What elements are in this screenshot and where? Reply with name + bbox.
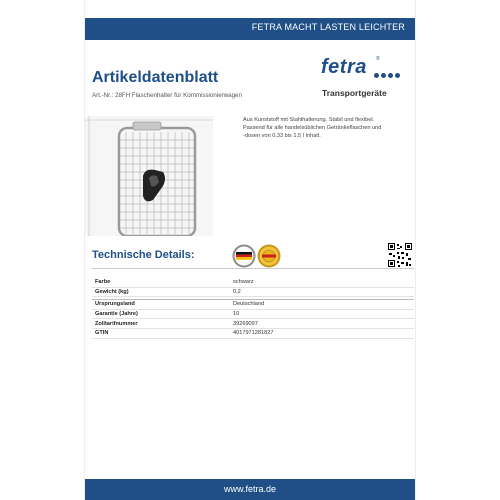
quality-seals (232, 243, 282, 269)
detail-value: 4017971281827 (230, 328, 414, 338)
fetra-logo: fetra (321, 56, 367, 78)
qr-code-icon (388, 243, 412, 267)
detail-value: 0,2 (230, 287, 414, 297)
table-row (92, 287, 414, 297)
table-row (92, 300, 414, 310)
datasheet-page (85, 0, 415, 500)
detail-value: 10 (230, 309, 414, 319)
article-subtitle: Art.-Nr.: 28FH Flaschenhalter für Kommissionierwagen (92, 92, 242, 99)
table-row (92, 278, 414, 287)
technical-details-heading: Technische Details: (92, 249, 195, 261)
detail-label: GTIN (92, 328, 230, 338)
product-description (243, 116, 408, 140)
footer-bar (85, 479, 415, 500)
logo-tagline: Transportgeräte (322, 88, 387, 98)
logo-dots-icon (374, 73, 400, 78)
detail-value: 39269097 (230, 319, 414, 329)
description-line: Aus Kunststoff mit Stahlhalterung. Stabil und flexibel. (243, 117, 375, 123)
guarantee-seal-icon (258, 245, 281, 268)
header-slogan: FETRA MACHT LASTEN LEICHTER (251, 22, 405, 32)
registered-mark: ® (376, 56, 380, 62)
page-title: Artikeldatenblatt (92, 69, 219, 86)
website-link[interactable]: www.fetra.de (223, 484, 277, 494)
section-divider (92, 268, 414, 269)
detail-label: Ursprungsland (92, 300, 230, 310)
table-row (92, 309, 414, 319)
made-in-germany-seal-icon (233, 245, 256, 268)
table-row (92, 328, 414, 338)
table-row (92, 319, 414, 329)
description-line: Passend für alle handelsüblichen Getränkeflaschen und (243, 125, 382, 131)
detail-label: Farbe (92, 278, 230, 287)
detail-label: Garantie (Jahre) (92, 309, 230, 319)
header-bar (85, 18, 415, 40)
description-line: -dosen von 0,33 bis 1,5 l Inhalt. (243, 133, 321, 139)
product-photo (85, 116, 213, 236)
detail-value: Deutschland (230, 300, 414, 310)
detail-label: Zolltarifnummer (92, 319, 230, 329)
detail-value: schwarz (230, 278, 414, 287)
detail-label: Gewicht (kg) (92, 287, 230, 297)
details-table (92, 278, 414, 339)
